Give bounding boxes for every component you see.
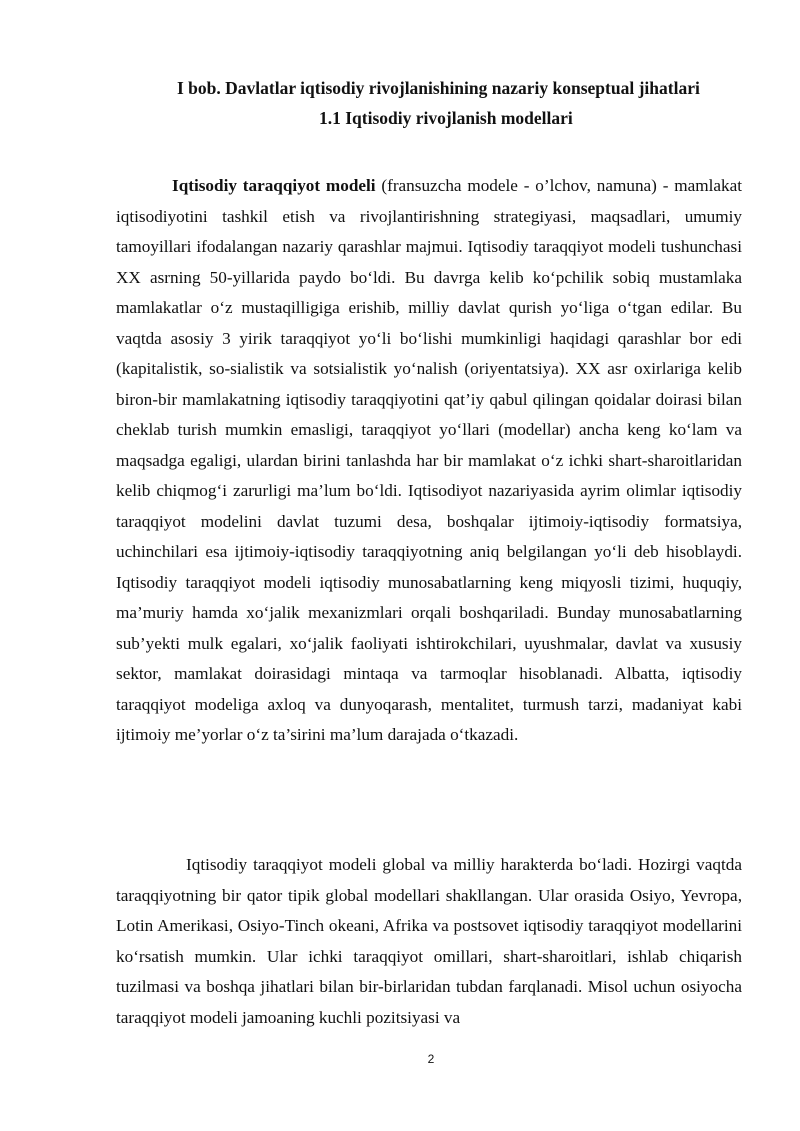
paragraph-2: Iqtisodiy taraqqiyot modeli global va milliy harakterda bo‘ladi. Hozirgi vaqtda taraqqiyotning bir qator tipik global modellari shakllangan. Ular orasida Osiyo, Yevropa, Lotin Amerikasi, Osiyo-Tinch okeani, Afrika va postsovet iqtisodiy taraqqiyot modellarini ko‘rsatish mumkin. Ular ichki taraqqiyot omillari, shart-sharoitlari, ishlab chiqarish tuzilmasi va boshqa jihatlari bilan bir-birlaridan tubdan farqlanadi. Misol uchun osiyocha taraqqiyot modeli jamoaning kuchli pozitsiyasi va <box>116 855 742 1027</box>
lead-term: Iqtisodiy taraqqiyot modeli <box>172 176 376 195</box>
paragraph-1-text: (fransuzcha modele - o’lchov, namuna) - mamlakat iqtisodiyotini tashkil etish va rivojlantirishning strategiyasi, maqsadlari, umumiy tamoyillari ifodalangan nazariy qarashlar majmui. Iqtisodiy taraqqiyot modeli tushunchasi XX asrning 50-yillarida paydo bo‘ldi. Bu davrga kelib ko‘pchilik sobiq mustamlaka mamlakatlar o‘z mustaqilligiga erishib, milliy davlat qurish yo‘liga o‘tgan edilar. Bu vaqtda asosiy 3 yirik taraqqiyot yo‘li bo‘lishi mumkinligi haqidagi qarashlar bor edi (kapitalistik, so-sialistik va sotsialistik yo‘nalish (oriyentatsiya). XX asr oxirlariga kelib biron-bir mamlakatning iqtisodiy taraqqiyotini qat’iy qabul qilingan qoidalar doirasi bilan cheklab turish mumkin emasligi, taraqqiyot yo‘llari (modellar) ancha keng ko‘lam va maqsadga egaligi, ulardan birini tanlashda har bir mamlakat o‘z ichki shart-sharoitlaridan kelib chiqmog‘i zarurligi ma’lum bo‘ldi. Iqtisodiyot nazariyasida ayrim olimlar iqtisodiy taraqqiyot modelini davlat tuzumi desa, boshqalar ijtimoiy-iqtisodiy formatsiya, uchinchilari esa ijtimoiy-iqtisodiy taraqqiyotning aniq belgilangan yo‘li deb hisoblaydi. Iqtisodiy taraqqiyot modeli iqtisodiy munosabatlarning keng miqyosli tizimi, huquqiy, ma’muriy hamda xo‘jalik mexanizmlari orqali boshqariladi. Bunday munosabatlarning sub’yekti mulk egalari, xo‘jalik faoliyati ishtirokchilari, uyushmalar, davlat va xususiy sektor, mamlakat doirasidagi mintaqa va tarmoqlar hisoblanadi. Albatta, iqtisodiy taraqqiyot modeliga axloq va dunyoqarash, mentalitet, turmush tarzi, madaniyat kabi ijtimoiy me’yorlar o‘z ta’sirini ma’lum darajada o‘tkazadi. <box>116 176 743 744</box>
page-number: 2 <box>427 1052 435 1066</box>
section-title: 1.1 Iqtisodiy rivojlanish modellari <box>319 108 573 128</box>
paragraph-1 <box>116 171 742 751</box>
chapter-title: I bob. Davlatlar iqtisodiy rivojlanishining nazariy konseptual jihatlari <box>177 78 700 98</box>
